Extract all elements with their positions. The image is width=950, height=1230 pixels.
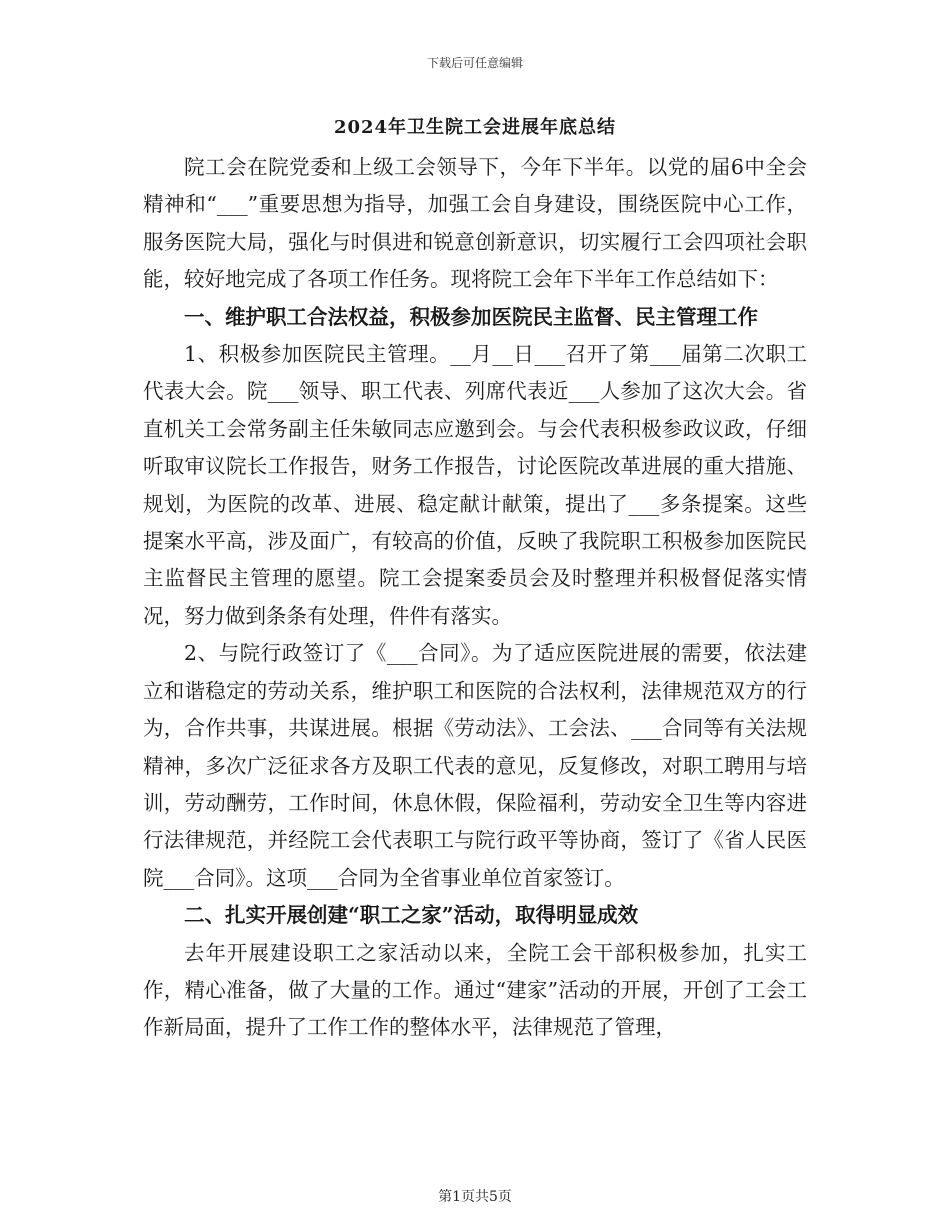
section-1-paragraph-1: 1、积极参加医院民主管理。__月__日___召开了第___届第二次职工代表大会。院___领导、职工代表、列席代表近___人参加了这次大会。省直机关工会常务副主任朱敏同志应邀到会。与会代表积极参政议政，仔细听取审议院长工作报告，财务工作报告，讨论医院改革进展的重大措施、规划，为医院的改革、进展、稳定献计献策，提出了___多条提案。这些提案水平高，涉及面广，有较高的价值，反映了我院职工积极参加医院民主监督民主管理的愿望。院工会提案委员会及时整理并积极督促落实情况，努力做到条条有处理，件件有落实。 xyxy=(143,342,807,628)
section-2-heading: 二、扎实开展创建“职工之家”活动，取得明显成效 xyxy=(184,903,639,928)
document-body xyxy=(143,113,807,1047)
intro-paragraph: 院工会在院党委和上级工会领导下，今年下半年。以党的届6中全会精神和“___”重要思想为指导，加强工会自身建设，围绕医院中心工作，服务医院大局，强化与时俱进和锐意创新意识，切实履行工会四项社会职能，较好地完成了各项工作任务。现将院工会年下半年工作总结如下： xyxy=(143,155,807,292)
page-header-note: 下载后可任意编辑 xyxy=(426,56,523,70)
document-title: 2024年卫生院工会进展年底总结 xyxy=(333,117,617,138)
section-2-paragraph-1: 去年开展建设职工之家活动以来，全院工会干部积极参加，扎实工作，精心准备，做了大量的工作。通过“建家”活动的开展，开创了工会工作新局面，提升了工作工作的整体水平，法律规范了管理， xyxy=(143,940,807,1040)
section-1-heading: 一、维护职工合法权益，积极参加医院民主监督、民主管理工作 xyxy=(184,304,758,329)
section-1-paragraph-2: 2、与院行政签订了《___合同》。为了适应医院进展的需要，依法建立和谐稳定的劳动关系，维护职工和医院的合法权利，法律规范双方的行为，合作共事，共谋进展。根据《劳动法》、工会法、___合同等有关法规精神，多次广泛征求各方及职工代表的意见，反复修改，对职工聘用与培训，劳动酬劳，工作时间，休息休假，保险福利，劳动安全卫生等内容进行法律规范，并经院工会代表职工与院行政平等协商，签订了《省人民医院___合同》。这项___合同为全省事业单位首家签订。 xyxy=(143,641,807,890)
page-number: 第1页共5页 xyxy=(438,1189,512,1205)
